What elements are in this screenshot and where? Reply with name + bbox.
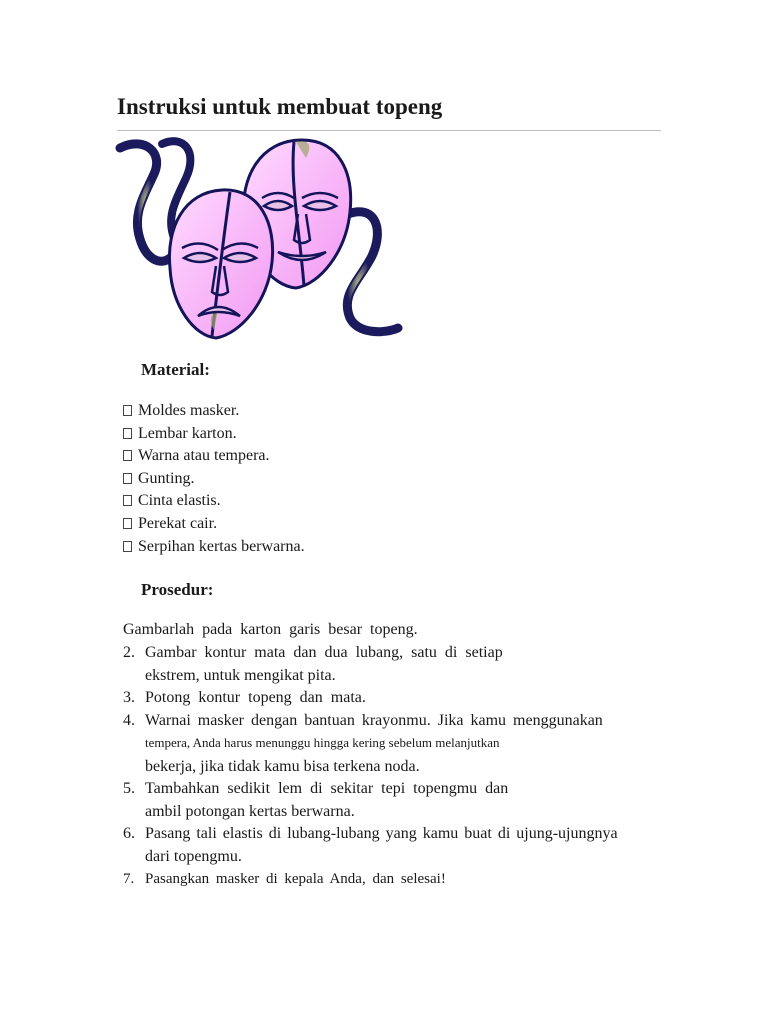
list-item: Lembar karton.: [123, 423, 305, 446]
page-title: Instruksi untuk membuat topeng: [117, 94, 443, 119]
list-item: Warna atau tempera.: [123, 445, 305, 468]
list-item: Gunting.: [123, 468, 305, 491]
step-3: 3. Potong kontur topeng dan mata.: [123, 689, 366, 706]
step-2-cont: ekstrem, untuk mengikat pita.: [145, 667, 336, 684]
right-ribbon: [347, 212, 398, 332]
step-7: 7. Pasangkan masker di kepala Anda, dan selesai!: [123, 871, 446, 887]
step-5: 5. Tambahkan sedikit lem di sekitar tepi topengmu dan: [123, 780, 509, 797]
checkbox-icon: [123, 518, 132, 529]
step-6-cont: dari topengmu.: [145, 848, 242, 865]
list-item: Moldes masker.: [123, 400, 305, 423]
material-heading: Material:: [141, 360, 210, 379]
list-item: Cinta elastis.: [123, 490, 305, 513]
list-item: Serpihan kertas berwarna.: [123, 536, 305, 559]
step-4: 4. Warnai masker dengan bantuan krayonmu. Jika kamu menggunakan: [123, 712, 603, 729]
step-5-cont: ambil potongan kertas berwarna.: [145, 803, 355, 820]
theater-masks-illustration: [114, 134, 406, 344]
material-list: [123, 400, 305, 558]
checkbox-icon: [123, 473, 132, 484]
step-4-cont2: bekerja, jika tidak kamu bisa terkena noda.: [145, 758, 420, 775]
left-ribbon: [120, 144, 170, 261]
procedure-intro: Gambarlah pada karton garis besar topeng.: [123, 621, 418, 638]
checkbox-icon: [123, 450, 132, 461]
checkbox-icon: [123, 428, 132, 439]
list-item: Perekat cair.: [123, 513, 305, 536]
left-mask: [169, 190, 272, 338]
checkbox-icon: [123, 495, 132, 506]
checkbox-icon: [123, 405, 132, 416]
checkbox-icon: [123, 541, 132, 552]
step-2: 2. Gambar kontur mata dan dua lubang, satu di setiap: [123, 644, 503, 661]
title-divider: [117, 130, 661, 131]
prosedur-heading: Prosedur:: [141, 580, 214, 599]
step-4-cont: tempera, Anda harus menunggu hingga kering sebelum melanjutkan: [145, 735, 500, 750]
step-6: 6. Pasang tali elastis di lubang-lubang yang kamu buat di ujung-ujungnya: [123, 825, 618, 842]
